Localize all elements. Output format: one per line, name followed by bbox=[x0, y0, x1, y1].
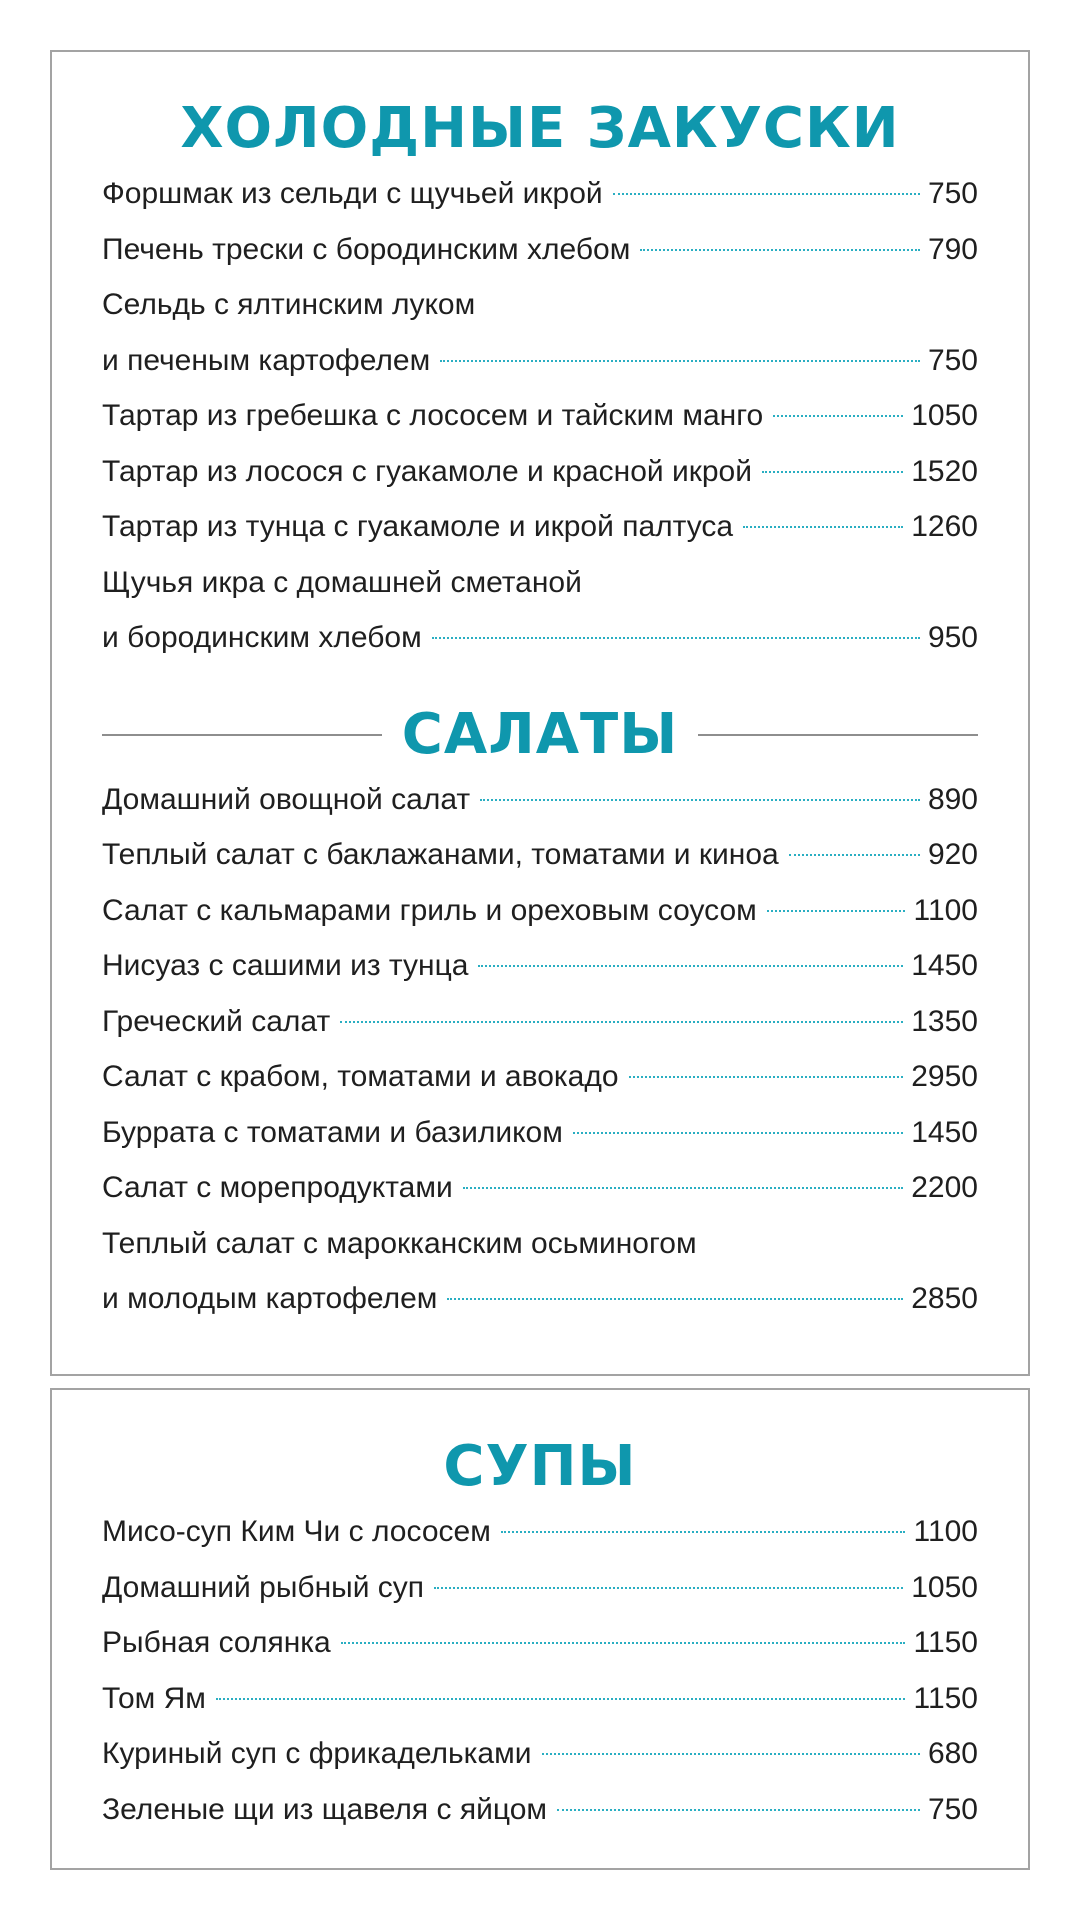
soups-list bbox=[102, 1504, 978, 1837]
divider-right bbox=[698, 734, 978, 736]
menu-item-name: Тартар из гребешка с лососем и тайским манго bbox=[102, 399, 764, 432]
menu-item-price: 750 bbox=[927, 177, 978, 210]
menu-item bbox=[102, 1160, 978, 1216]
menu-item-row bbox=[102, 1726, 978, 1782]
menu-item-name-line1: Сельдь с ялтинским луком bbox=[102, 288, 476, 321]
menu-item-price: 920 bbox=[927, 838, 978, 871]
menu-item bbox=[102, 166, 978, 222]
dotted-leader bbox=[432, 637, 920, 639]
menu-item bbox=[102, 499, 978, 555]
menu-item-row bbox=[102, 994, 978, 1050]
menu-item-name-line1: Теплый салат с марокканским осьминогом bbox=[102, 1226, 697, 1260]
menu-card-top bbox=[50, 50, 1030, 1376]
dotted-leader bbox=[789, 854, 920, 856]
divider-left bbox=[102, 734, 382, 736]
menu-item bbox=[102, 994, 978, 1050]
salads-list bbox=[102, 772, 978, 1327]
dotted-leader bbox=[216, 1698, 906, 1700]
menu-item-name: Тартар из тунца с гуакамоле и икрой палтуса bbox=[102, 510, 734, 543]
dotted-leader bbox=[340, 1021, 903, 1023]
menu-item bbox=[102, 1105, 978, 1161]
dotted-leader bbox=[478, 965, 903, 967]
menu-item-price: 750 bbox=[927, 343, 978, 377]
menu-item bbox=[102, 1782, 978, 1838]
menu-item bbox=[102, 277, 978, 388]
menu-item bbox=[102, 1726, 978, 1782]
dotted-leader bbox=[440, 360, 920, 362]
section-title-cold-appetizers: ХОЛОДНЫЕ ЗАКУСКИ bbox=[180, 96, 900, 161]
menu-item-row bbox=[102, 166, 978, 222]
dotted-leader bbox=[542, 1753, 920, 1755]
menu-item-name: Рыбная солянка bbox=[102, 1626, 331, 1659]
menu-item-price: 790 bbox=[927, 232, 978, 266]
menu-item-price: 1150 bbox=[913, 1681, 978, 1715]
menu-item-price: 750 bbox=[927, 1792, 978, 1826]
menu-item bbox=[102, 1671, 978, 1727]
menu-item-name: Домашний рыбный суп bbox=[102, 1570, 425, 1604]
dotted-leader bbox=[773, 415, 903, 417]
menu-item-row bbox=[102, 938, 978, 994]
dotted-leader bbox=[573, 1132, 903, 1134]
menu-card-bottom bbox=[50, 1388, 1030, 1870]
menu-item bbox=[102, 883, 978, 939]
menu-item-row bbox=[102, 827, 978, 883]
menu-item-price: 1450 bbox=[911, 1115, 978, 1149]
dotted-leader bbox=[434, 1587, 903, 1589]
menu-item-row bbox=[102, 772, 978, 828]
dotted-leader bbox=[557, 1809, 920, 1811]
menu-item-price: 1100 bbox=[913, 1515, 978, 1548]
dotted-leader bbox=[762, 471, 903, 473]
menu-item-row bbox=[102, 1105, 978, 1161]
menu-item-name: и печеным картофелем bbox=[102, 343, 431, 377]
menu-item-name: Тартар из лосося с гуакамоле и красной икрой bbox=[102, 454, 752, 488]
menu-item bbox=[102, 222, 978, 278]
menu-item-name: Нисуаз с сашими из тунца bbox=[102, 949, 469, 982]
menu-item-name: Салат с кальмарами гриль и ореховым соусом bbox=[102, 893, 757, 927]
menu-item-name: и молодым картофелем bbox=[102, 1282, 438, 1315]
menu-item-row bbox=[102, 1671, 978, 1727]
menu-item-price: 1150 bbox=[913, 1626, 978, 1659]
menu-item-name: Салат с крабом, томатами и авокадо bbox=[102, 1060, 619, 1093]
menu-item-row bbox=[102, 1504, 978, 1560]
menu-item-name: Мисо-суп Ким Чи с лососем bbox=[102, 1515, 491, 1548]
dotted-leader bbox=[613, 193, 920, 195]
menu-item-row bbox=[102, 610, 978, 666]
menu-item-price: 1100 bbox=[913, 893, 978, 927]
menu-item-name: Том Ям bbox=[102, 1681, 206, 1715]
dotted-leader bbox=[447, 1298, 903, 1300]
menu-item bbox=[102, 1615, 978, 1671]
dotted-leader bbox=[743, 526, 903, 528]
menu-item bbox=[102, 388, 978, 444]
menu-item-row bbox=[102, 499, 978, 555]
menu-item bbox=[102, 1216, 978, 1327]
menu-item-name: и бородинским хлебом bbox=[102, 621, 422, 654]
menu-item bbox=[102, 444, 978, 500]
menu-item-name: Греческий салат bbox=[102, 1004, 331, 1038]
menu-item-name: Форшмак из сельди с щучьей икрой bbox=[102, 177, 603, 210]
menu-item-row bbox=[102, 388, 978, 444]
menu-item-row bbox=[102, 1560, 978, 1616]
menu-item-row bbox=[102, 1271, 978, 1327]
section-title-salads: САЛАТЫ bbox=[401, 701, 679, 767]
menu-item-price: 680 bbox=[927, 1737, 978, 1770]
menu-item-name: Печень трески с бородинским хлебом bbox=[102, 232, 631, 266]
menu-item-name-line1: Щучья икра с домашней сметаной bbox=[102, 565, 582, 599]
menu-item-price: 1520 bbox=[911, 454, 978, 488]
menu-item-price: 2850 bbox=[911, 1282, 978, 1315]
menu-item-row bbox=[102, 1049, 978, 1105]
menu-item-price: 1450 bbox=[911, 949, 978, 982]
menu-item-row bbox=[102, 222, 978, 278]
menu-item-price: 1260 bbox=[911, 510, 978, 543]
menu-item bbox=[102, 827, 978, 883]
menu-item-row bbox=[102, 883, 978, 939]
dotted-leader bbox=[480, 799, 920, 801]
menu-item-price: 890 bbox=[927, 782, 978, 816]
menu-item-price: 950 bbox=[927, 621, 978, 654]
menu-item-price: 1050 bbox=[911, 1570, 978, 1604]
menu-item-price: 1350 bbox=[911, 1004, 978, 1038]
menu-item bbox=[102, 1049, 978, 1105]
menu-item bbox=[102, 772, 978, 828]
menu-item bbox=[102, 938, 978, 994]
dotted-leader bbox=[640, 249, 920, 251]
dotted-leader bbox=[463, 1187, 904, 1189]
menu-item-row bbox=[102, 444, 978, 500]
menu-item-name: Салат с морепродуктами bbox=[102, 1171, 453, 1204]
menu-item-price: 2200 bbox=[911, 1171, 978, 1204]
cold-appetizers-list bbox=[102, 166, 978, 666]
menu-item-price: 2950 bbox=[911, 1060, 978, 1093]
dotted-leader bbox=[629, 1076, 904, 1078]
dotted-leader bbox=[767, 910, 906, 912]
salads-header bbox=[102, 700, 978, 770]
menu-item-name: Теплый салат с баклажанами, томатами и киноа bbox=[102, 838, 779, 871]
dotted-leader bbox=[341, 1642, 906, 1644]
menu-item-row bbox=[102, 333, 978, 389]
menu-item-name: Зеленые щи из щавеля с яйцом bbox=[102, 1792, 548, 1826]
menu-item-name: Буррата с томатами и базиликом bbox=[102, 1115, 563, 1149]
menu-item bbox=[102, 1504, 978, 1560]
menu-item bbox=[102, 555, 978, 666]
menu-item-price: 1050 bbox=[911, 399, 978, 432]
dotted-leader bbox=[501, 1531, 906, 1533]
menu-item-row bbox=[102, 1160, 978, 1216]
menu-item-row bbox=[102, 1782, 978, 1838]
menu-item bbox=[102, 1560, 978, 1616]
menu-item-name: Куриный суп с фрикадельками bbox=[102, 1737, 532, 1770]
menu-item-name: Домашний овощной салат bbox=[102, 782, 471, 816]
menu-item-row bbox=[102, 1615, 978, 1671]
section-title-soups: СУПЫ bbox=[443, 1434, 637, 1499]
